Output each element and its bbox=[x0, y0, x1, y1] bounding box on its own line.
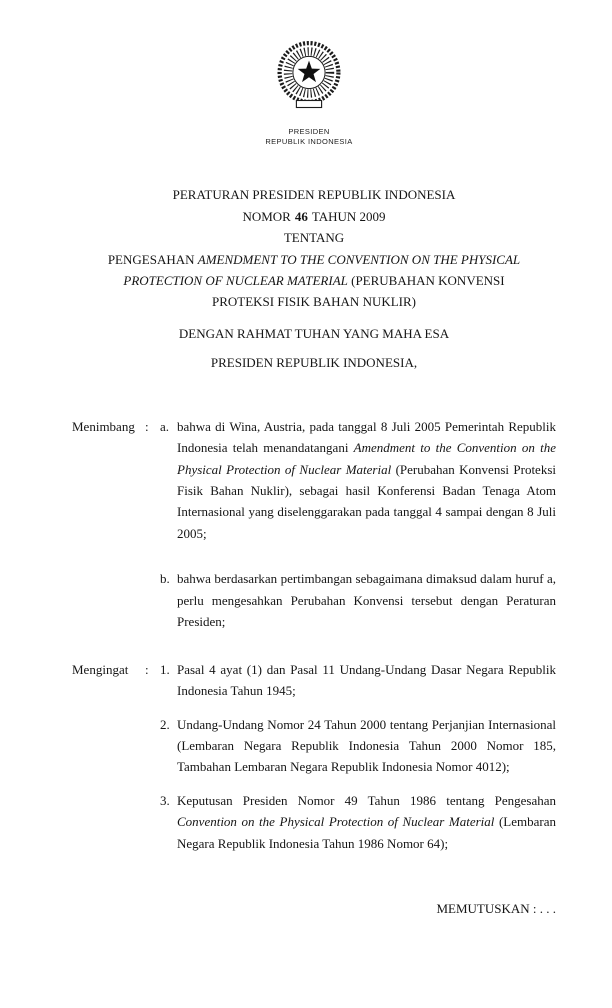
text-segment: bahwa berdasarkan pertimbangan sebagaimana dimaksud dalam huruf a, perlu mengesahkan Perubahan Konvensi tersebut dengan Peraturan Presiden; bbox=[177, 571, 556, 630]
mengingat-item-3 bbox=[160, 790, 556, 854]
subject-line-1 bbox=[72, 249, 556, 270]
text-segment: (Lembaran Negara Republik Indonesia Tahun 1986 Nomor 64); bbox=[177, 814, 556, 851]
salutation-line: PRESIDEN REPUBLIK INDONESIA, bbox=[210, 355, 418, 371]
italic-text-segment: Convention on the Physical Protection of Nuclear Material bbox=[177, 814, 495, 830]
mengingat-item-2 bbox=[160, 714, 556, 778]
mengingat-item-1 bbox=[160, 659, 556, 702]
nomor-value: 46 bbox=[294, 208, 308, 224]
item-text bbox=[177, 568, 556, 632]
national-emblem-icon bbox=[274, 36, 344, 116]
mengingat-section bbox=[72, 659, 556, 855]
item-text bbox=[177, 416, 556, 545]
mengingat-items bbox=[160, 659, 556, 855]
item-marker: b. bbox=[160, 571, 170, 587]
text-segment: (PERUBAHAN KONVENSI bbox=[347, 272, 505, 288]
menimbang-colon: : bbox=[145, 418, 149, 434]
letterhead-caption bbox=[62, 127, 556, 146]
letterhead bbox=[62, 36, 556, 146]
menimbang-items bbox=[160, 416, 556, 633]
tentang-line: TENTANG bbox=[283, 230, 345, 246]
item-marker: a. bbox=[160, 418, 170, 434]
subject-line-3 bbox=[72, 291, 556, 312]
regulation-title-line: PERATURAN PRESIDEN REPUBLIK INDONESIA bbox=[172, 187, 456, 203]
text-segment: Pasal 4 ayat (1) dan Pasal 11 Undang-Undang Dasar Negara Republik Indonesia Tahun 1945; bbox=[177, 661, 556, 699]
text-segment: PROTEKSI FISIK BAHAN NUKLIR) bbox=[211, 294, 417, 310]
invocation-line: DENGAN RAHMAT TUHAN YANG MAHA ESA bbox=[178, 325, 450, 341]
memutuskan-catchword: MEMUTUSKAN : . . . bbox=[436, 901, 556, 917]
item-text bbox=[177, 790, 556, 854]
text-segment: Undang-Undang Nomor 24 Tahun 2000 tentang Perjanjian Internasional (Lembaran Negara Republik Indonesia Tahun 2000 Nomor 185, Tambahan Lembaran Negara Republik Indonesia Nomor 4012); bbox=[177, 716, 556, 775]
item-marker: 1. bbox=[160, 661, 170, 677]
italic-text-segment: AMENDMENT TO THE CONVENTION ON THE PHYSICAL bbox=[197, 251, 521, 267]
mengingat-label: Mengingat bbox=[72, 661, 129, 677]
menimbang-item-b bbox=[160, 568, 556, 632]
text-segment: Keputusan Presiden Nomor 49 Tahun 1986 tentang Pengesahan bbox=[177, 792, 556, 808]
item-marker: 3. bbox=[160, 792, 170, 808]
text-segment: (Perubahan Konvensi Proteksi Fisik Bahan Nuklir), sebagai hasil Konferensi Badan Tenaga Atom Internasional yang diselenggarakan pada tanggal 4 sampai dengan 8 Juli 2005; bbox=[177, 461, 557, 541]
menimbang-section bbox=[72, 416, 556, 633]
mengingat-colon: : bbox=[145, 661, 149, 677]
text-segment: PENGESAHAN bbox=[107, 251, 198, 267]
italic-text-segment: Amendment to the Convention on the Physical Protection of Nuclear Material bbox=[177, 440, 556, 477]
regulation-number-line bbox=[72, 206, 556, 227]
item-text bbox=[177, 714, 556, 778]
title-block bbox=[72, 184, 556, 374]
item-marker: 2. bbox=[160, 716, 170, 732]
nomor-tahun: TAHUN 2009 bbox=[311, 208, 386, 224]
menimbang-label: Menimbang bbox=[72, 418, 135, 434]
italic-text-segment: PROTECTION OF NUCLEAR MATERIAL bbox=[123, 272, 348, 288]
text-segment: bahwa di Wina, Austria, pada tanggal 8 Juli 2005 Pemerintah Republik Indonesia telah menandatangani bbox=[177, 418, 556, 456]
letterhead-presiden: PRESIDEN bbox=[288, 127, 330, 137]
subject-line-2 bbox=[72, 270, 556, 291]
item-text bbox=[177, 659, 556, 702]
nomor-label: NOMOR bbox=[242, 208, 291, 224]
menimbang-item-a bbox=[160, 416, 556, 545]
letterhead-republik: REPUBLIK INDONESIA bbox=[265, 136, 353, 146]
